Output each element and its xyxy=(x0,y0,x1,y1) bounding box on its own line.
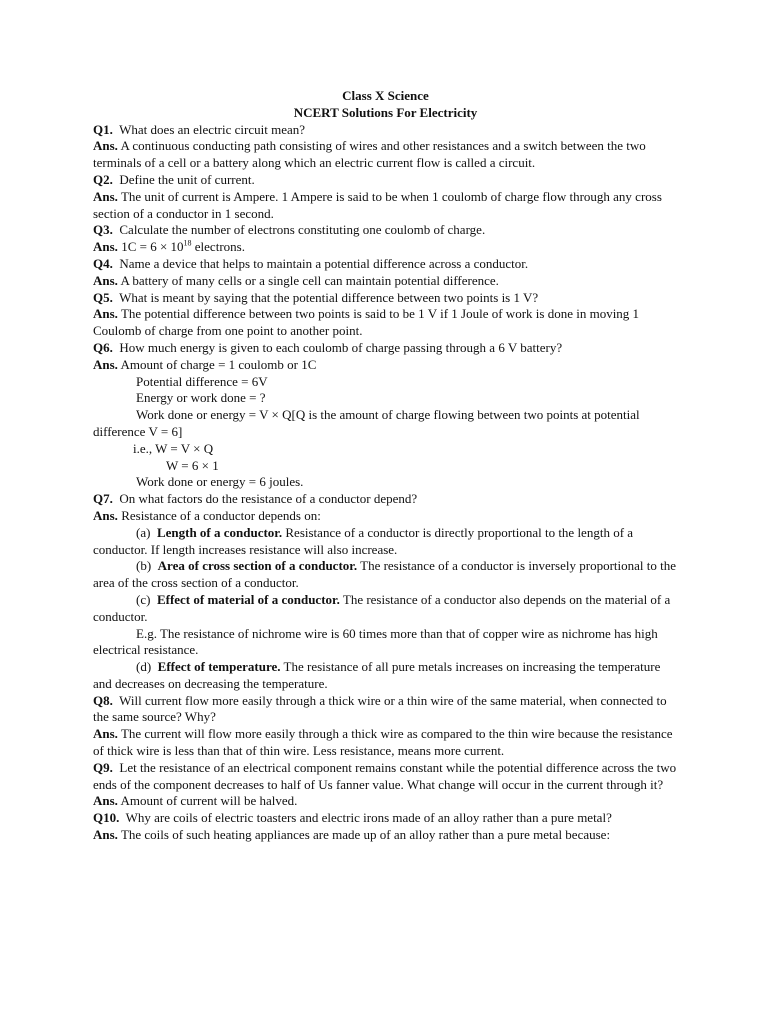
a7-item-a xyxy=(93,525,678,559)
a6-text: Amount of charge = 1 coulomb or 1C xyxy=(120,356,317,372)
q2-label: Q2. xyxy=(93,171,113,187)
question-2 xyxy=(93,172,678,189)
a5-text: The potential difference between two points is said to be 1 V if 1 Joule of work is done in moving 1 Coulomb of charge from one point to another point. xyxy=(93,306,640,339)
question-10 xyxy=(93,810,678,827)
a4-text: A battery of many cells or a single cell can maintain potential difference. xyxy=(120,272,499,288)
a7-d-marker: (d) xyxy=(136,659,152,675)
a7-d-text: The resistance of all pure metals increases on increasing the temperature and decreases on decreasing the temperature. xyxy=(93,659,661,691)
q8-text: Will current flow more easily through a thick wire or a thin wire of the same material, when connected to the same source? Why? xyxy=(93,692,667,725)
question-1 xyxy=(93,122,678,139)
question-6 xyxy=(93,340,678,357)
q9-text: Let the resistance of an electrical component remains constant while the potential difference across the two ends of the component decreases to half of Us fanner value. What change will occur in the current through it? xyxy=(93,759,677,792)
answer-6 xyxy=(93,357,678,374)
a2-text: The unit of current is Ampere. 1 Ampere is said to be when 1 coulomb of charge flow through any cross section of a conductor in 1 second. xyxy=(93,188,662,221)
doc-title: Class X Science xyxy=(342,88,429,103)
doc-subtitle: NCERT Solutions For Electricity xyxy=(293,104,478,120)
a3-label: Ans. xyxy=(93,239,118,255)
question-5 xyxy=(93,290,678,307)
a9-label: Ans. xyxy=(93,793,118,809)
q7-label: Q7. xyxy=(93,491,113,507)
a7-label: Ans. xyxy=(93,507,118,523)
q2-text: Define the unit of current. xyxy=(119,171,255,187)
q10-label: Q10. xyxy=(93,810,120,826)
a7-b-text: The resistance of a conductor is inversely proportional to the area of the cross section of a conductor. xyxy=(93,558,676,591)
a3-exponent: 18 xyxy=(183,238,192,248)
q6-text: How much energy is given to each coulomb of charge passing through a 6 V battery? xyxy=(119,339,563,355)
a8-text: The current will flow more easily through a thick wire as compared to the thin wire because the resistance of thick wire is less than that of thin wire. Less resistance, means more current. xyxy=(93,726,673,759)
a7-item-d xyxy=(93,659,678,693)
a7-item-b xyxy=(93,558,678,592)
q1-label: Q1. xyxy=(93,121,113,137)
question-4 xyxy=(93,256,678,273)
question-3 xyxy=(93,222,678,239)
answer-9 xyxy=(93,793,678,810)
q7-text: On what factors do the resistance of a conductor depend? xyxy=(119,491,418,507)
a7-c-marker: (c) xyxy=(136,591,151,607)
answer-3 xyxy=(93,239,678,256)
a7-item-c xyxy=(93,592,678,626)
a7-a-text: Resistance of a conductor is directly proportional to the length of a conductor. If length increases resistance will also increase. xyxy=(93,524,634,557)
a6-line-5: W = 6 × 1 xyxy=(166,457,219,473)
q5-label: Q5. xyxy=(93,289,113,305)
a6-line-2: Energy or work done = ? xyxy=(136,390,266,406)
q4-label: Q4. xyxy=(93,255,113,271)
a6-label: Ans. xyxy=(93,356,118,372)
a7-b-head: Area of cross section of a conductor. xyxy=(157,558,358,574)
a7-example: E.g. The resistance of nichrome wire is 60 times more than that of copper wire as nichrome has high electrical resistance. xyxy=(93,625,658,658)
q9-label: Q9. xyxy=(93,759,113,775)
a3-pre: 1C = 6 × 10 xyxy=(121,239,184,255)
q10-text: Why are coils of electric toasters and electric irons made of an alloy rather than a pure metal? xyxy=(125,810,612,826)
answer-10 xyxy=(93,827,678,844)
a2-label: Ans. xyxy=(93,188,118,204)
a7-a-head: Length of a conductor. xyxy=(156,524,283,540)
a7-d-head: Effect of temperature. xyxy=(157,659,281,675)
a9-text: Amount of current will be halved. xyxy=(120,793,298,809)
a7-c-head: Effect of material of a conductor. xyxy=(156,591,340,607)
document-content xyxy=(93,88,678,844)
a7-text: Resistance of a conductor depends on: xyxy=(121,507,321,523)
question-7 xyxy=(93,491,678,508)
a6-line-4: i.e., W = V × Q xyxy=(133,440,214,456)
a1-label: Ans. xyxy=(93,138,118,154)
a6-line-6: Work done or energy = 6 joules. xyxy=(136,474,304,490)
answer-5 xyxy=(93,306,678,340)
q4-text: Name a device that helps to maintain a potential difference across a conductor. xyxy=(119,255,529,271)
q8-label: Q8. xyxy=(93,692,113,708)
a6-line-1: Potential difference = 6V xyxy=(136,373,268,389)
a6-line-3: Work done or energy = V × Q[Q is the amount of charge flowing between two points at potential difference V = 6] xyxy=(93,407,640,439)
answer-2 xyxy=(93,189,678,223)
q1-text: What does an electric circuit mean? xyxy=(119,121,306,137)
a10-label: Ans. xyxy=(93,827,118,843)
answer-8 xyxy=(93,726,678,760)
q6-label: Q6. xyxy=(93,339,113,355)
answer-7 xyxy=(93,508,678,525)
question-8 xyxy=(93,693,678,727)
a8-label: Ans. xyxy=(93,726,118,742)
a10-text: The coils of such heating appliances are made up of an alloy rather than a pure metal because: xyxy=(120,827,611,843)
q3-text: Calculate the number of electrons constituting one coulomb of charge. xyxy=(119,222,486,238)
q3-label: Q3. xyxy=(93,222,113,238)
question-9 xyxy=(93,760,678,794)
answer-1 xyxy=(93,138,678,172)
a1-text: A continuous conducting path consisting of wires and other resistances and a switch between the two terminals of a cell or a battery along which an electric current flow is called a circuit. xyxy=(93,138,646,171)
q5-text: What is meant by saying that the potential difference between two points is 1 V? xyxy=(119,289,539,305)
a5-label: Ans. xyxy=(93,306,118,322)
a4-label: Ans. xyxy=(93,272,118,288)
a7-c-text: The resistance of a conductor also depends on the material of a conductor. xyxy=(93,591,671,624)
a7-a-marker: (a) xyxy=(136,524,151,540)
a3-post: electrons. xyxy=(191,239,245,255)
a7-b-marker: (b) xyxy=(136,558,152,574)
answer-4 xyxy=(93,273,678,290)
